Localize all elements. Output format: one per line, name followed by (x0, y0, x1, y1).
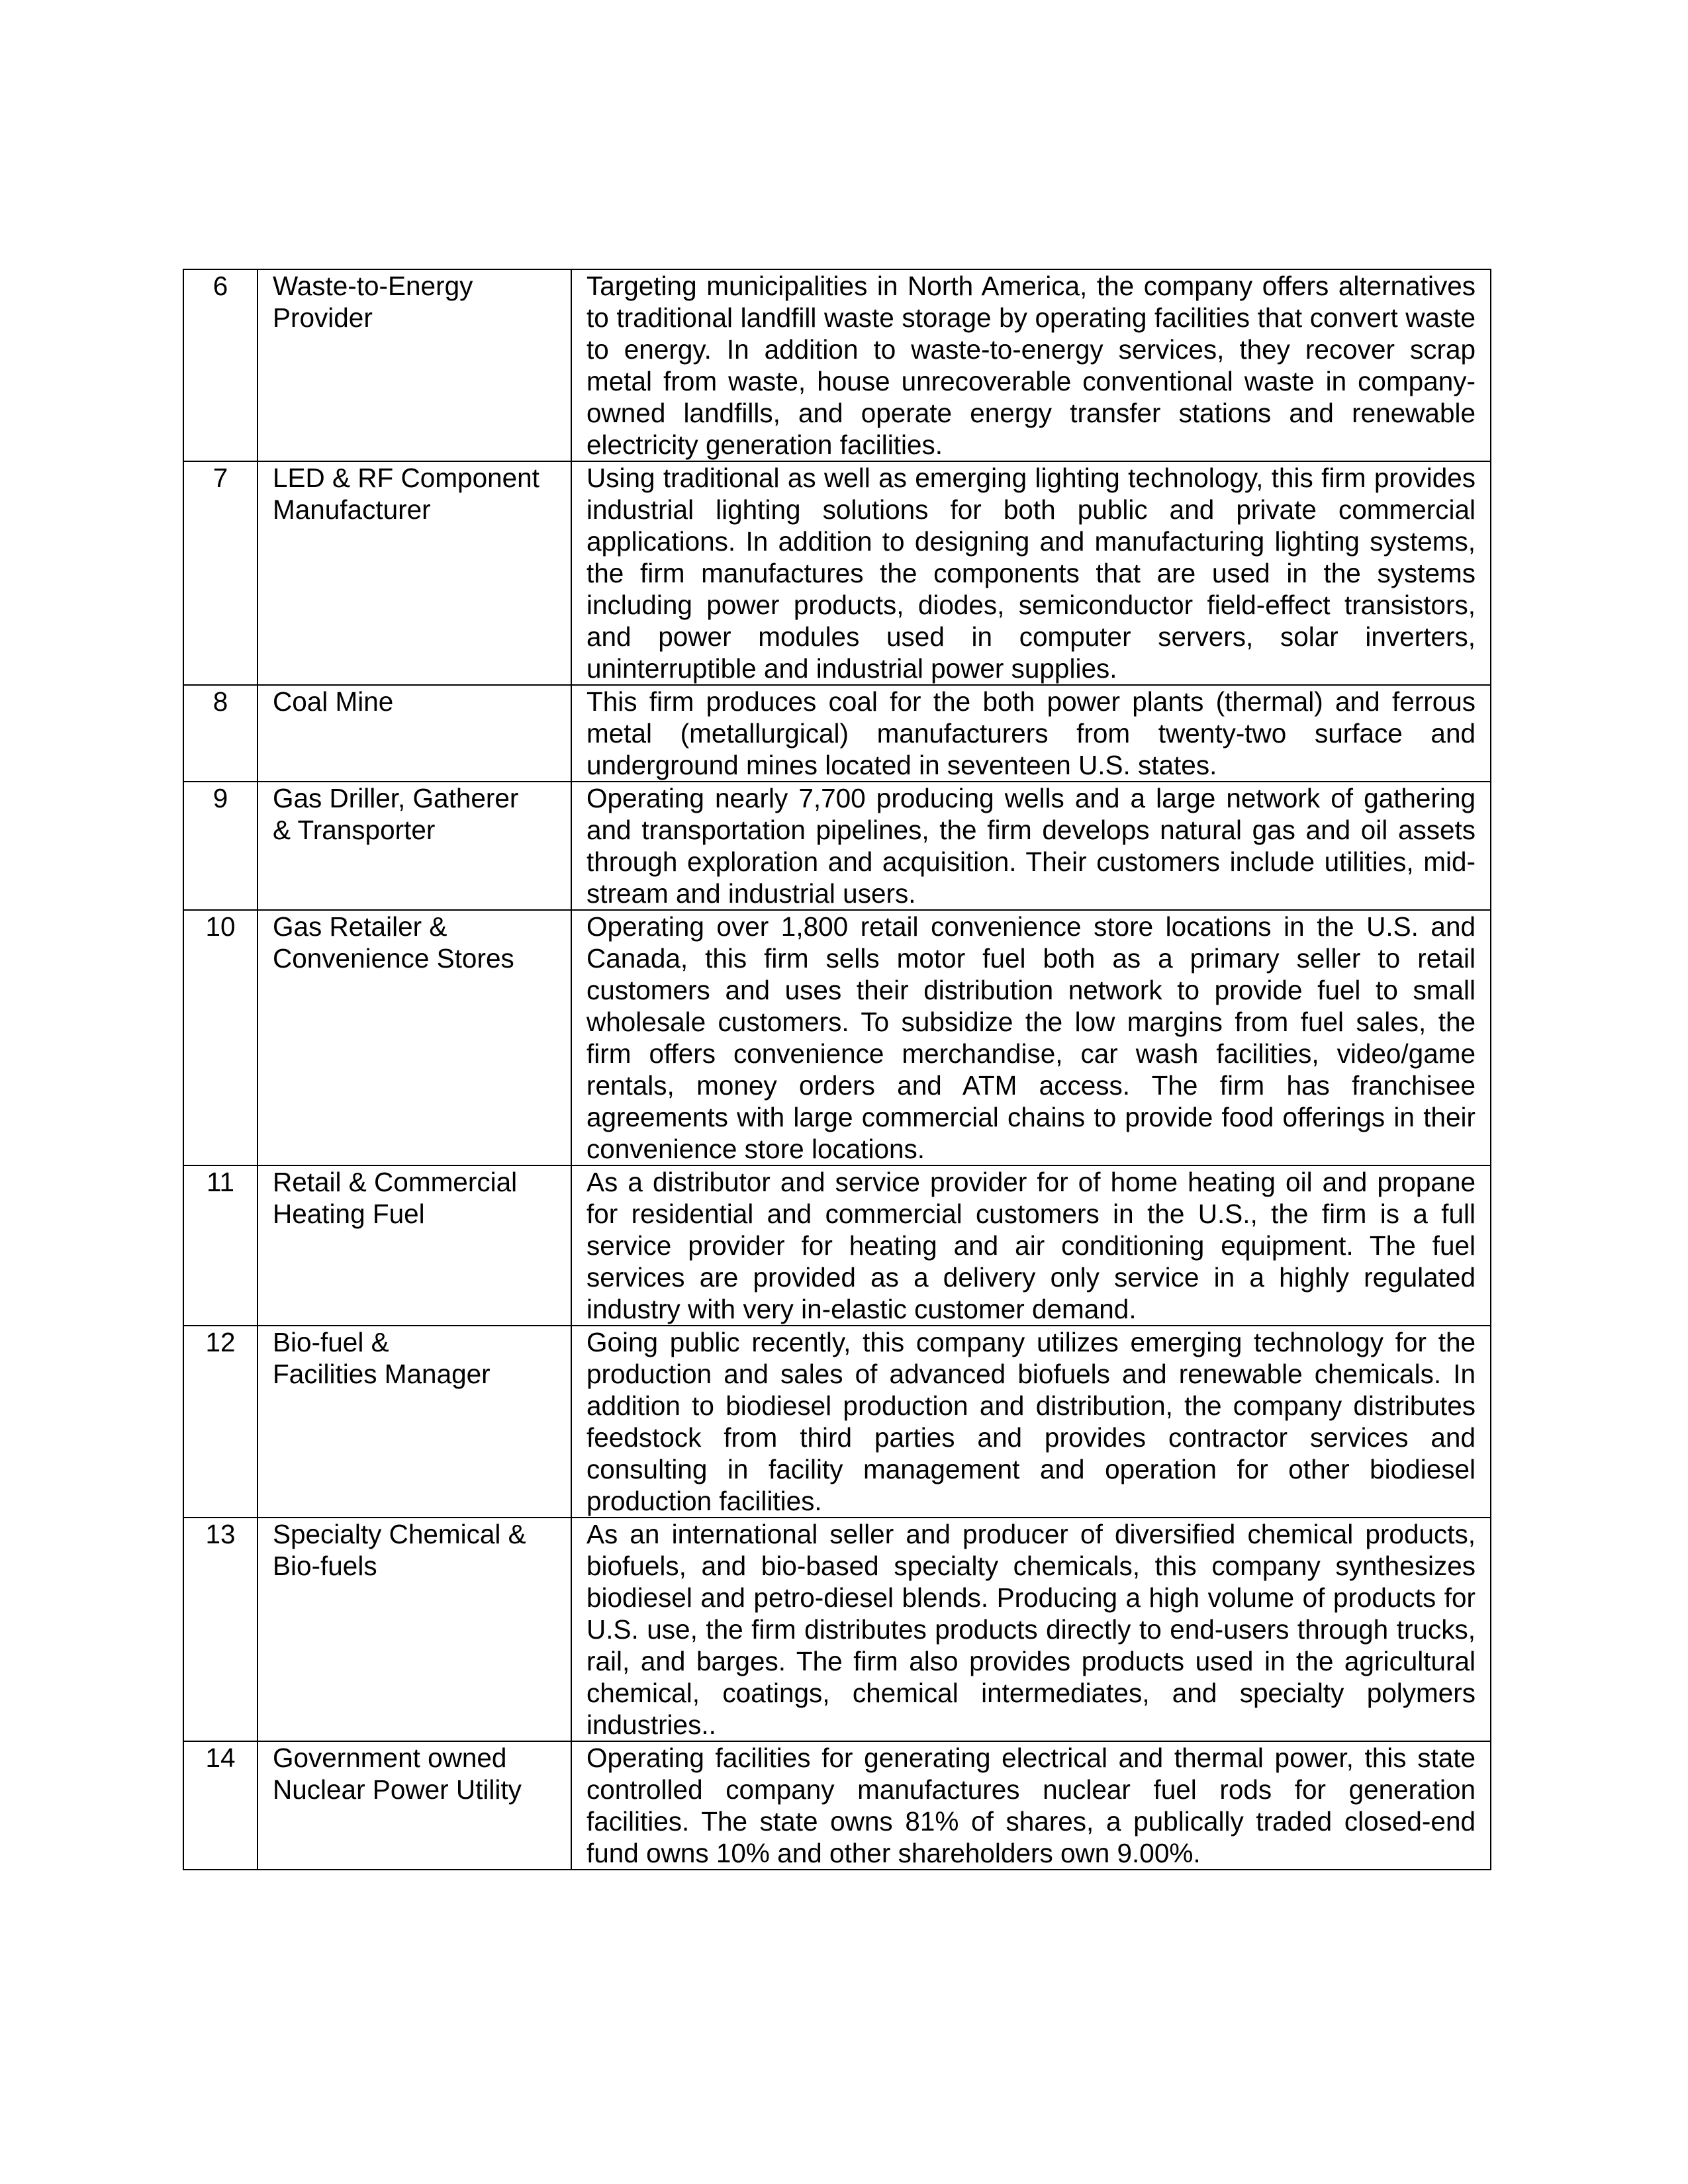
company-type (258, 910, 571, 1165)
table-row (183, 782, 1491, 910)
company-type-line: Specialty Chemical & (273, 1519, 526, 1549)
company-type-line: LED & RF Component (273, 463, 539, 493)
company-type-line: Bio-fuel & (273, 1327, 389, 1357)
row-number: 12 (183, 1326, 258, 1518)
table-row (183, 1165, 1491, 1326)
company-description: As an international seller and producer of diversified chemical products, biofuels, and bio-based specialty chemicals, this company synthesizes biodiesel and petro-diesel blends. Producing a high volume of products for U.S. use, the firm distributes products directly to end-users through trucks, rail, and barges. The firm also provides products used in the agricultural chemical, coatings, chemical intermediates, and specialty polymers industries.. (571, 1518, 1491, 1741)
table-row (183, 1518, 1491, 1741)
company-type-line: Retail & Commercial (273, 1167, 518, 1197)
table-row (183, 1326, 1491, 1518)
company-type-line: Gas Driller, Gatherer (273, 783, 519, 813)
company-type-line: Convenience Stores (273, 943, 514, 974)
company-type (258, 1741, 571, 1870)
company-type-line: & Transporter (273, 815, 436, 845)
row-number: 8 (183, 685, 258, 782)
company-description: Operating nearly 7,700 producing wells and a large network of gathering and transportation pipelines, the firm develops natural gas and oil assets through exploration and acquisition. Their customers include utilities, mid-stream and industrial users. (571, 782, 1491, 910)
company-type-line: Provider (273, 302, 373, 333)
company-description: Going public recently, this company utilizes emerging technology for the production and sales of advanced biofuels and renewable chemicals. In addition to biodiesel production and distribution, the company distributes feedstock from third parties and provides contractor services and consulting in facility management and operation for other biodiesel production facilities. (571, 1326, 1491, 1518)
row-number: 7 (183, 461, 258, 685)
company-type (258, 461, 571, 685)
company-type (258, 1165, 571, 1326)
company-description: Operating over 1,800 retail convenience store locations in the U.S. and Canada, this firm sells motor fuel both as a primary seller to retail customers and uses their distribution network to provide fuel to small wholesale customers. To subsidize the low margins from fuel sales, the firm offers convenience merchandise, car wash facilities, video/game rentals, money orders and ATM access. The firm has franchisee agreements with large commercial chains to provide food offerings in their convenience store locations. (571, 910, 1491, 1165)
company-type-line: Gas Retailer & (273, 911, 447, 942)
company-descriptions-table (183, 269, 1491, 1870)
row-number: 11 (183, 1165, 258, 1326)
company-description: Operating facilities for generating electrical and thermal power, this state controlled company manufactures nuclear fuel rods for generation facilities. The state owns 81% of shares, a publically traded closed-end fund owns 10% and other shareholders own 9.00%. (571, 1741, 1491, 1870)
company-type-line: Heating Fuel (273, 1199, 425, 1229)
table-row (183, 1741, 1491, 1870)
company-type (258, 685, 571, 782)
company-type-line: Coal Mine (273, 686, 394, 717)
table-row (183, 685, 1491, 782)
row-number: 9 (183, 782, 258, 910)
company-type-line: Manufacturer (273, 494, 431, 525)
company-type-line: Facilities Manager (273, 1359, 491, 1389)
row-number: 13 (183, 1518, 258, 1741)
table-row (183, 269, 1491, 461)
company-type (258, 782, 571, 910)
company-type (258, 1326, 571, 1518)
company-type (258, 269, 571, 461)
company-description: Using traditional as well as emerging lighting technology, this firm provides industrial lighting solutions for both public and private commercial applications. In addition to designing and manufacturing lighting systems, the firm manufactures the components that are used in the systems including power products, diodes, semiconductor field-effect transistors, and power modules used in computer servers, solar inverters, uninterruptible and industrial power supplies. (571, 461, 1491, 685)
company-description: This firm produces coal for the both power plants (thermal) and ferrous metal (metallurgical) manufacturers from twenty-two surface and underground mines located in seventeen U.S. states. (571, 685, 1491, 782)
company-type (258, 1518, 571, 1741)
company-description: Targeting municipalities in North America, the company offers alternatives to traditional landfill waste storage by operating facilities that convert waste to energy. In addition to waste-to-energy services, they recover scrap metal from waste, house unrecoverable conventional waste in company-owned landfills, and operate energy transfer stations and renewable electricity generation facilities. (571, 269, 1491, 461)
company-type-line: Nuclear Power Utility (273, 1774, 522, 1805)
company-description: As a distributor and service provider for of home heating oil and propane for residential and commercial customers in the U.S., the firm is a full service provider for heating and air conditioning equipment. The fuel services are provided as a delivery only service in a highly regulated industry with very in-elastic customer demand. (571, 1165, 1491, 1326)
table-row (183, 910, 1491, 1165)
company-type-line: Waste-to-Energy (273, 271, 473, 301)
company-type-line: Bio-fuels (273, 1551, 377, 1581)
row-number: 10 (183, 910, 258, 1165)
table-row (183, 461, 1491, 685)
company-type-line: Government owned (273, 1743, 507, 1773)
row-number: 6 (183, 269, 258, 461)
row-number: 14 (183, 1741, 258, 1870)
